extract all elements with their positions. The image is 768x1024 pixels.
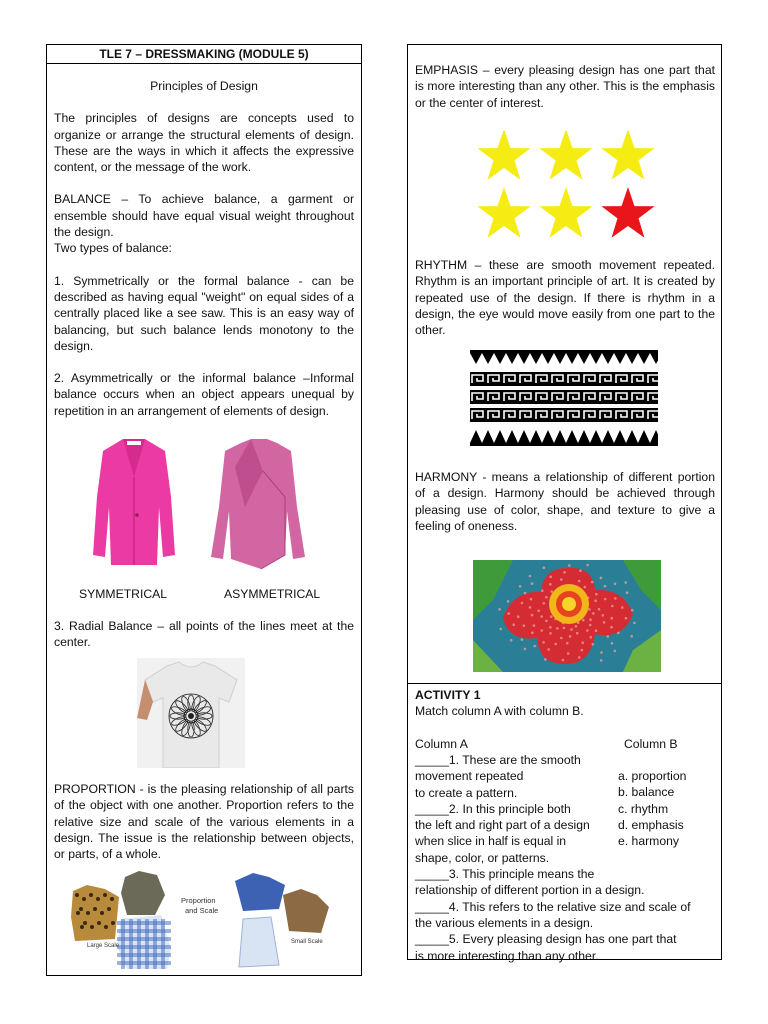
proportion-paragraph: PROPORTION - is the pleasing relationship of all parts of the object with one another. Proportion refers to the relative size and scale of the various elements in a design. The issue is the relationship between objects, or parts, of a whole.	[54, 782, 354, 862]
large-scale-label: Large Scale	[87, 943, 120, 949]
question-line: _____3. This principle means the	[415, 867, 595, 882]
module-header-text: TLE 7 – DRESSMAKING (MODULE 5)	[99, 47, 309, 61]
yellow-star-icon	[477, 131, 530, 180]
small-scale-label: Small Scale	[291, 939, 323, 945]
activity-title: ACTIVITY 1	[415, 688, 481, 702]
question-line: the various elements in a design.	[415, 915, 594, 930]
right-panel	[407, 44, 722, 963]
proportion-scale-image	[67, 869, 343, 969]
choice-item: c. rhythm	[618, 801, 669, 816]
activity-instruction: Match column A with column B.	[415, 704, 584, 718]
rhythm-pattern-image	[470, 350, 658, 446]
radial-tshirt-image	[137, 658, 245, 768]
symmetrical-caption: SYMMETRICAL	[79, 587, 168, 601]
choice-item: a. proportion	[618, 769, 687, 783]
page-title: Principles of Design	[150, 79, 258, 93]
choice-item: d. emphasis	[618, 817, 684, 832]
two-types-label: Two types of balance:	[54, 241, 172, 256]
left-panel	[46, 44, 362, 976]
balance-paragraph: BALANCE – To achieve balance, a garment or ensemble should have equal visual weight throughout the design.	[54, 192, 354, 240]
intro-paragraph: The principles of designs are concepts used to organize or arrange the structural elements of design. These are the ways in which it affects the expressive content, or the message of the work.	[54, 111, 354, 175]
activity-section	[408, 683, 721, 963]
yellow-star-icon	[477, 187, 530, 238]
red-star-icon	[601, 187, 654, 238]
radial-paragraph: 3. Radial Balance – all points of the lines meet at the center.	[54, 619, 354, 650]
emphasis-stars-image	[474, 131, 658, 243]
choice-item: b. balance	[618, 785, 675, 800]
asymmetrical-caption: ASYMMETRICAL	[224, 587, 321, 601]
proportion-image-title-1: Proportion	[181, 896, 216, 905]
proportion-image-title-2: and Scale	[185, 906, 219, 915]
symmetrical-blazer-image	[91, 437, 177, 567]
question-line: is more interesting than any other.	[415, 948, 599, 963]
question-line: the left and right part of a design	[415, 818, 590, 833]
question-line: movement repeated	[415, 769, 524, 784]
question-line: to create a pattern.	[415, 785, 518, 800]
question-line: _____4. This refers to the relative size and scale of	[415, 899, 691, 914]
asymmetrical-jacket-image	[205, 437, 311, 573]
question-line: _____5. Every pleasing design has one part that	[415, 932, 677, 947]
symmetric-paragraph: 1. Symmetrically or the formal balance - can be described as having equal "weight" on equal sides of a centrally placed like a see saw. This is an easy way of balancing, but such balance lends monotony to the design.	[54, 273, 354, 353]
column-a-header: Column A	[415, 737, 468, 751]
rhythm-paragraph: RHYTHM – these are smooth movement repeated. Rhythm is an important principle of art. It is created by repeated use of the design. If there is rhythm in a design, the eye would move easily from one part to the other.	[415, 258, 715, 338]
yellow-star-icon	[539, 187, 592, 238]
yellow-star-icon	[601, 131, 654, 180]
harmony-flower-image	[473, 560, 661, 672]
yellow-star-icon	[539, 131, 592, 180]
question-line: when slice in half is equal in	[415, 834, 567, 849]
asymmetric-paragraph: 2. Asymmetrically or the informal balance –Informal balance occurs when an object appears unequal by repetition in an arrangement of elements of design.	[54, 371, 354, 418]
question-line: shape, color, or patterns.	[415, 850, 550, 865]
emphasis-paragraph: EMPHASIS – every pleasing design has one part that is more interesting than any other. This is the emphasis or the center of interest.	[415, 63, 715, 110]
question-line: _____2. In this principle both	[415, 801, 571, 816]
question-line: relationship of different portion in a design.	[415, 883, 645, 898]
module-header	[47, 45, 361, 64]
column-b-header: Column B	[624, 737, 678, 751]
question-line: _____1. These are the smooth	[415, 753, 581, 767]
harmony-paragraph: HARMONY - means a relationship of different portion of a design. Harmony should be achieved through pleasing use of color, shape, and texture to give a feeling of oneness.	[415, 470, 715, 533]
activity-choices	[618, 768, 718, 849]
choice-item: e. harmony	[618, 834, 679, 849]
